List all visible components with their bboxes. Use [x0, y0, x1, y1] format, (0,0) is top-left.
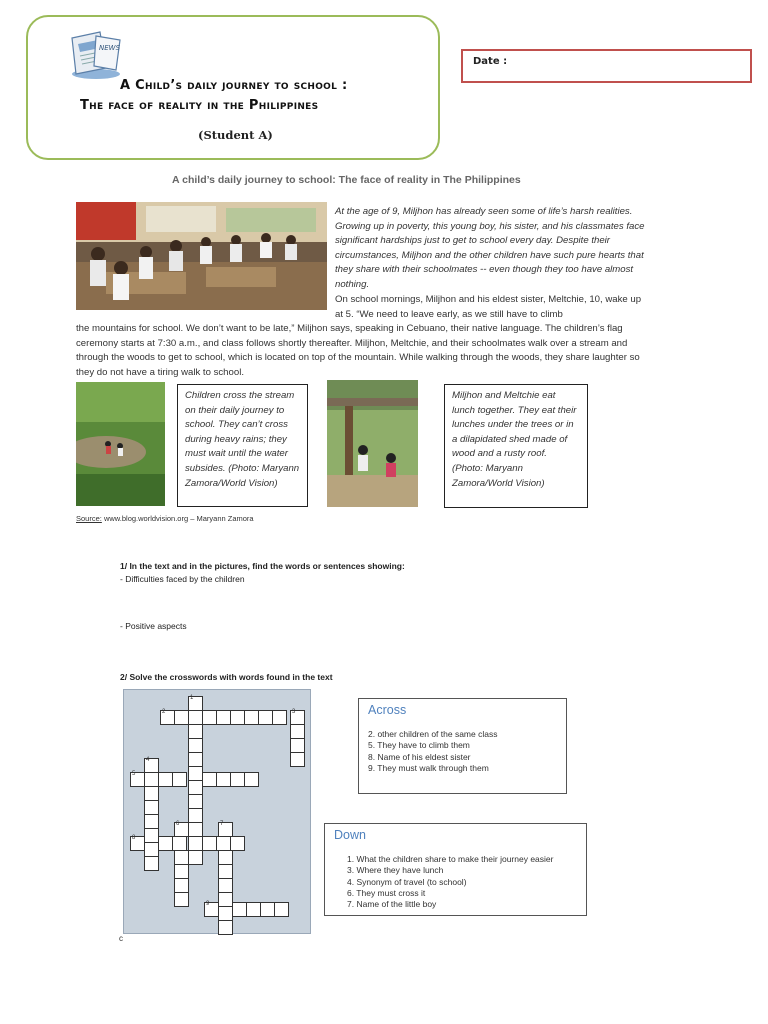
question-2: 2/ Solve the crosswords with words found in the text	[120, 672, 333, 682]
crossword-grid	[123, 689, 311, 934]
crossword-cell[interactable]	[260, 902, 275, 917]
crossword-cell[interactable]	[230, 836, 245, 851]
clue-number: 9	[206, 901, 210, 907]
clue-number: 2	[162, 709, 166, 715]
crossword-cell[interactable]	[188, 850, 203, 865]
crossword-cell[interactable]	[188, 752, 203, 767]
crossword-cell[interactable]	[188, 808, 203, 823]
across-heading: Across	[368, 703, 407, 717]
crossword-cell[interactable]	[230, 772, 245, 787]
newspaper-icon	[66, 30, 124, 80]
crossword-cell[interactable]	[188, 780, 203, 795]
crossword-cell[interactable]	[216, 836, 231, 851]
stray-mark: c	[119, 934, 123, 943]
clue-number: 1	[190, 695, 194, 701]
source-label: Source:	[76, 514, 102, 523]
crossword-cell[interactable]	[174, 850, 189, 865]
down-clue-list	[347, 854, 553, 910]
crossword-cell[interactable]	[218, 906, 233, 921]
lunch-photo	[327, 380, 418, 507]
question-1: 1/ In the text and in the pictures, find the words or sentences showing:	[120, 561, 405, 571]
crossword-cell[interactable]	[274, 902, 289, 917]
across-clue: 5. They have to climb them	[368, 740, 470, 751]
crossword-cell[interactable]	[188, 724, 203, 739]
crossword-cell[interactable]	[202, 836, 217, 851]
crossword-cell[interactable]	[144, 772, 159, 787]
clue-number: 7	[220, 821, 224, 827]
crossword-cell[interactable]	[144, 814, 159, 829]
student-label: (Student A)	[198, 128, 273, 142]
paragraph-1-start: On school mornings, Miljhon and his eldest sister, Meltchie, 10, wake up at 5. “We need to leave early, as we still have to climb	[335, 294, 642, 320]
clue-number: 8	[132, 835, 136, 841]
crossword-cell[interactable]	[258, 710, 273, 725]
down-clue: 7. Name of the little boy	[347, 899, 437, 910]
crossword-cell[interactable]	[218, 892, 233, 907]
crossword-cell[interactable]	[216, 710, 231, 725]
crossword-cell[interactable]	[174, 892, 189, 907]
article-title: A child’s daily journey to school: The face of reality in The Philippines	[172, 174, 521, 186]
source-line	[76, 514, 254, 523]
crossword-cell[interactable]	[174, 878, 189, 893]
crossword-cell[interactable]	[144, 842, 159, 857]
date-label: Date :	[473, 56, 508, 67]
crossword-cell[interactable]	[144, 828, 159, 843]
source-text: www.blog.worldvision.org – Maryann Zamora	[101, 514, 254, 523]
down-clues-box	[324, 823, 587, 916]
crossword-cell[interactable]	[174, 864, 189, 879]
crossword-cell[interactable]	[290, 724, 305, 739]
down-heading: Down	[334, 828, 366, 842]
down-clue: 6. They must cross it	[347, 887, 426, 898]
down-clue: 4. Synonym of travel (to school)	[347, 876, 467, 887]
crossword-cell[interactable]	[158, 772, 173, 787]
crossword-cell[interactable]	[272, 710, 287, 725]
crossword-cell[interactable]	[290, 752, 305, 767]
title-line-2: The face of reality in the Philippines	[80, 98, 319, 113]
crossword-cell[interactable]	[244, 710, 259, 725]
crossword-cell[interactable]	[188, 836, 203, 851]
crossword-cell[interactable]	[174, 710, 189, 725]
clue-number: 4	[146, 757, 150, 763]
crossword-cell[interactable]	[144, 800, 159, 815]
across-clue-list	[368, 729, 497, 774]
crossword-cell[interactable]	[172, 836, 187, 851]
stream-photo	[76, 382, 165, 506]
crossword-cell[interactable]	[218, 920, 233, 935]
title-line-1: A Child’s daily journey to school :	[120, 78, 348, 93]
crossword-cell[interactable]	[218, 864, 233, 879]
crossword-cell[interactable]	[144, 856, 159, 871]
crossword-cell[interactable]	[218, 878, 233, 893]
crossword-cell[interactable]	[188, 738, 203, 753]
question-1-item-positive: - Positive aspects	[120, 621, 187, 631]
crossword-cell[interactable]	[144, 786, 159, 801]
down-clue: 3. Where they have lunch	[347, 865, 444, 876]
crossword-cell[interactable]	[216, 772, 231, 787]
crossword-cell[interactable]	[290, 738, 305, 753]
across-clues-box	[358, 698, 567, 794]
clue-number: 3	[292, 709, 296, 715]
clue-number: 5	[132, 771, 136, 777]
crossword-cell[interactable]	[246, 902, 261, 917]
clue-number: 6	[176, 821, 180, 827]
caption-stream: Children cross the stream on their daily journey to school. They can’t cross during heavy rains; they must wait until the water subsides. (Photo: Maryann Zamora/World Vision)	[177, 384, 308, 507]
crossword-cell[interactable]	[202, 772, 217, 787]
crossword-cell[interactable]	[172, 772, 187, 787]
paragraph-1-rest: the mountains for school. We don’t want to be late,” Miljhon says, speaking in Cebuano, their native language. The children’s flag ceremony starts at 7:30 a.m., and class follows shortly thereafter. Miljhon, Meltchie, and their schoolmates walk over a stream and through the woods to get to school, which is located on top of the mountain. While walking through the woods, they share laughter so they do not have a tiring walk to school.	[76, 323, 640, 378]
crossword-cell[interactable]	[232, 902, 247, 917]
intro-paragraph: At the age of 9, Miljhon has already seen some of life’s harsh realities. Growing up in poverty, this young boy, his sister, and his classmates face significant hardships just to get to school every day. Despite their circumstances, Miljhon and the other children have such pure hearts that they share with their schoolmates -- even though they too have almost nothing.	[335, 206, 645, 290]
across-clue: 9. They must walk through them	[368, 762, 489, 773]
across-clue: 2. other children of the same class	[368, 729, 498, 739]
crossword-cell[interactable]	[158, 836, 173, 851]
crossword-cell[interactable]	[188, 822, 203, 837]
crossword-cell[interactable]	[218, 850, 233, 865]
down-clue: 1. What the children share to make their journey easier	[347, 854, 554, 864]
question-1-item-difficulties: - Difficulties faced by the children	[120, 574, 245, 584]
across-clue: 8. Name of his eldest sister	[368, 751, 471, 762]
crossword-cell[interactable]	[230, 710, 245, 725]
crossword-cell[interactable]	[188, 766, 203, 781]
crossword-cell[interactable]	[244, 772, 259, 787]
news-icon-label: NEWS	[99, 44, 121, 52]
classroom-photo	[76, 202, 327, 310]
crossword-cell[interactable]	[188, 710, 203, 725]
caption-lunch: Miljhon and Meltchie eat lunch together. They eat their lunches under the trees or in a dilapidated shed made of wood and a rusty roof. (Photo: Maryann Zamora/World Vision)	[444, 384, 588, 508]
crossword-cell[interactable]	[202, 710, 217, 725]
crossword-cell[interactable]	[188, 794, 203, 809]
